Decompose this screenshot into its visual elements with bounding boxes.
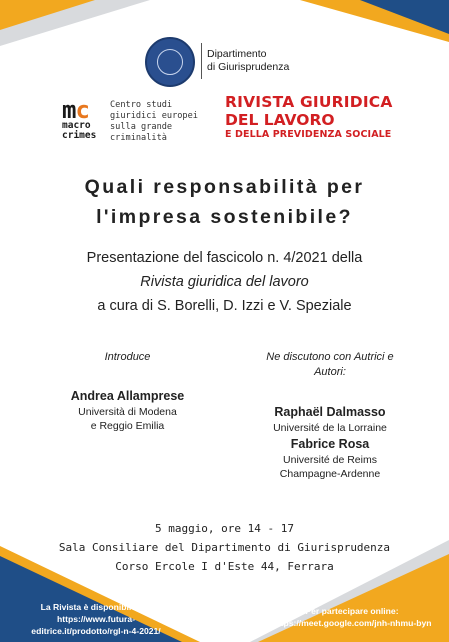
- subtitle-line3: a cura di S. Borelli, D. Izzi e V. Speziale: [97, 298, 352, 314]
- logo-letter-m: m: [62, 96, 76, 124]
- logo-word-crimes: crimes: [62, 130, 97, 141]
- discussants-column: [240, 350, 420, 481]
- availability-label: La Rivista è disponibile su:: [40, 602, 152, 612]
- journal-logo-line3: E DELLA PREVIDENZA SOCIALE: [225, 129, 392, 140]
- event-room: Sala Consiliare del Dipartimento di Giurisprudenza: [58, 541, 391, 554]
- availability-link[interactable]: https://www.futura-: [57, 614, 135, 624]
- speaker-affiliation: Université de la Lorraine: [273, 422, 387, 434]
- introduce-column: [40, 350, 215, 433]
- university-seal-icon: [145, 37, 195, 87]
- logo-divider: [201, 43, 202, 79]
- speaker-name: Fabrice Rosa: [290, 437, 370, 451]
- speaker-name: Andrea Allamprese: [70, 389, 185, 403]
- macrocrimes-desc-line: criminalità: [110, 133, 167, 143]
- macrocrimes-description: [110, 100, 220, 144]
- event-address: Corso Ercole I d'Este 44, Ferrara: [115, 560, 334, 573]
- journal-logo-line2: DEL LAVORO: [225, 111, 335, 129]
- page-title-line1: Quali responsabilità per: [84, 176, 365, 198]
- introduce-label: Introduce: [104, 351, 151, 363]
- discussants-label: Ne discutono con Autrici e: [266, 351, 394, 363]
- speaker-name: Raphaël Dalmasso: [274, 405, 386, 419]
- logo-letter-c: c: [75, 96, 89, 124]
- page-title-line2: l'impresa sostenibile?: [96, 206, 353, 228]
- department-name: [207, 48, 289, 74]
- online-label: Per partecipare online:: [305, 606, 399, 616]
- macrocrimes-desc-line: giuridici europei: [110, 111, 198, 121]
- online-participation: [262, 605, 442, 629]
- speaker-affiliation: Champagne-Ardenne: [279, 468, 381, 480]
- logo-word-macro: macro: [62, 120, 91, 131]
- speaker-affiliation: Università di Modena: [78, 406, 177, 418]
- speaker-affiliation: e Reggio Emilia: [90, 420, 165, 432]
- discussants-label: Autori:: [314, 366, 346, 378]
- meeting-link[interactable]: https://meet.google.com/jnh-nhmu-byn: [272, 618, 432, 628]
- macrocrimes-logo: [62, 96, 97, 141]
- macrocrimes-desc-line: Centro studi: [110, 100, 173, 110]
- availability-link[interactable]: editrice.it/prodotto/rgl-n-4-2021/: [31, 626, 161, 636]
- department-line2: di Giurisprudenza: [207, 61, 290, 73]
- subtitle-line1: Presentazione del fascicolo n. 4/2021 della: [86, 250, 363, 266]
- journal-logo-line1: RIVISTA GIURIDICA: [225, 93, 393, 111]
- speaker-affiliation: Université de Reims: [283, 454, 377, 466]
- journal-availability: [22, 601, 170, 637]
- department-line1: Dipartimento: [207, 48, 267, 60]
- macrocrimes-desc-line: sulla grande: [110, 122, 173, 132]
- journal-title: Rivista giuridica del lavoro: [140, 274, 309, 290]
- event-date: 5 maggio, ore 14 - 17: [154, 522, 295, 535]
- journal-logo: [225, 93, 393, 141]
